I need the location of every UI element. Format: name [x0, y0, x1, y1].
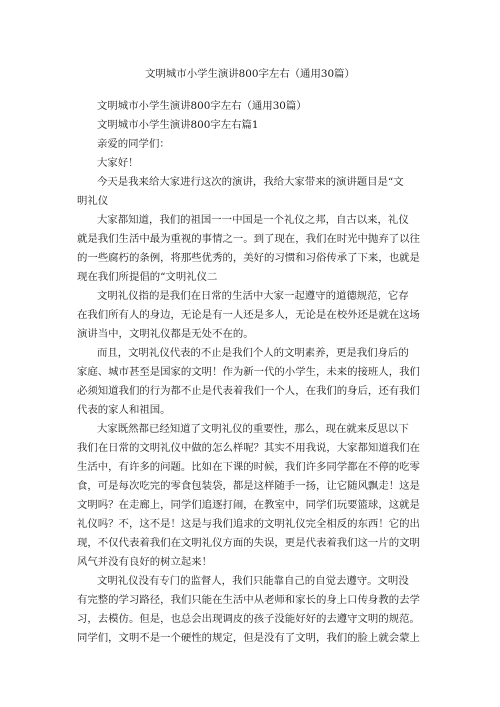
text-line: 生活中，有许多的问题。比如在下课的时候，我们许多同学都在不停的吃零	[77, 461, 420, 473]
text-line: 的一些腐朽的条例，将那些优秀的，美好的习惯和习俗传承了下来，也就是	[77, 252, 420, 264]
text-line: 亲爱的同学们：	[97, 138, 170, 150]
text-line: 必须知道我们的行为都不止是代表着我们一个人，在我们的身后，还有我们	[77, 385, 420, 397]
text-line: 家庭、城市甚至是国家的文明！作为新一代的小学生，未来的接班人，我们	[77, 366, 420, 378]
text-line: 大家既然都已经知道了文明礼仪的重要性，那么，现在就来反思以下	[97, 423, 409, 435]
text-line: 在我们所有人的身边，无论是有一人还是多人，无论是在校外还是就在这场	[77, 309, 420, 321]
text-line: 我们在日常的文明礼仪中做的怎么样呢？其实不用我说，大家都知道我们在	[77, 442, 420, 454]
text-line: 文明吗？在走廊上，同学们追逐打闹，在教室中，同学们玩要篮球，这就是	[77, 499, 420, 511]
text-line: 文明礼仪没有专门的监督人，我们只能靠自己的自觉去遵守。文明没	[97, 575, 409, 587]
text-line: 风气并没有良好的树立起来！	[77, 556, 213, 568]
text-line: 而且，文明礼仪代表的不止是我们个人的文明素养，更是我们身后的	[97, 347, 409, 359]
text-line: 文明城市小学生演讲800字左右篇1	[97, 119, 259, 131]
text-line: 大家好！	[97, 157, 139, 169]
text-line: 文明城市小学生演讲800字左右（通用30篇）	[97, 100, 307, 112]
text-line: 同学们，文明不是一个硬性的规定，但是没有了文明，我们的脸上就会蒙上	[77, 632, 420, 644]
text-line: 文明礼仪指的是我们在日常的生活中大家一起遵守的道德规范，它存	[97, 290, 409, 302]
text-line: 今天是我来给大家进行这次的演讲，我给大家带来的演讲题目是“文	[97, 176, 404, 188]
text-line: 有完整的学习路径，我们只能在生活中从老师和家长的身上口传身教的去学	[77, 594, 420, 606]
text-line: 现在我们所提倡的“文明礼仪二	[77, 271, 218, 283]
text-line: 就是我们生活中最为重视的事情之一。到了现在，我们在时光中抛弃了以往	[77, 233, 420, 245]
text-line: 礼仪吗？不，这不是！这是与我们追求的文明礼仪完全相反的东西！它的出	[77, 518, 420, 530]
text-line: 代表的家人和祖国。	[77, 404, 171, 416]
text-line: 习，去模仿。但是，也总会出现调皮的孩子没能好好的去遵守文明的规范。	[77, 613, 420, 625]
text-line: 食，可是每次吃完的零食包装袋，都是这样随手一扬，让它随风飘走！这是	[77, 480, 420, 492]
text-line: 现，不仅代表着我们在文明礼仪方面的失误，更是代表着我们这一片的文明	[77, 537, 420, 549]
text-line: 演讲当中，文明礼仪都是无处不在的。	[77, 328, 254, 340]
document-body	[77, 97, 433, 648]
document-title: 文明城市小学生演讲800字左右（通用30篇）	[145, 68, 355, 80]
text-line: 大家都知道，我们的祖国一一中国是一个礼仪之邦，自古以来，礼仪	[97, 214, 409, 226]
text-line: 明礼仪	[77, 195, 109, 207]
